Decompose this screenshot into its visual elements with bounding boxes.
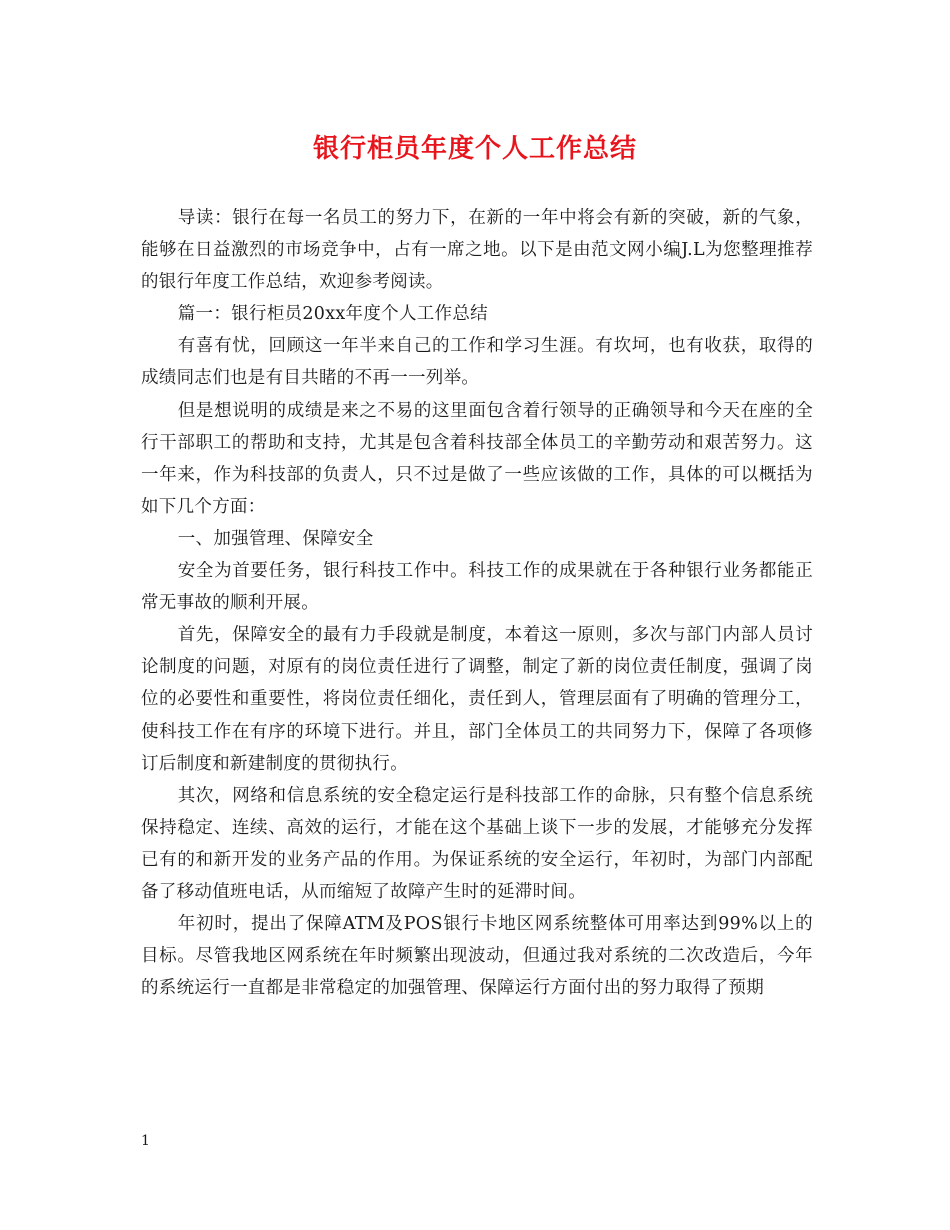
paragraph: 有喜有忧，回顾这一年半来自己的工作和学习生涯。有坎坷，也有收获，取得的成绩同志们也是有目共睹的不再一一列举。 [141, 336, 813, 389]
paragraph-section-heading: 篇一：银行柜员20xx年度个人工作总结 [177, 304, 488, 325]
document-body [141, 202, 813, 1004]
paragraph: 安全为首要任务，银行科技工作中。科技工作的成果就在于各种银行业务都能正常无事故的顺利开展。 [141, 561, 813, 614]
document-title: 银行柜员年度个人工作总结 [312, 134, 637, 164]
paragraph-intro: 导读：银行在每一名员工的努力下，在新的一年中将会有新的突破，新的气象，能够在日益激烈的市场竞争中，占有一席之地。以下是由范文网小编J.L为您整理推荐的银行年度工作总结，欢迎参考阅读。 [141, 208, 813, 293]
paragraph: 但是想说明的成绩是来之不易的这里面包含着行领导的正确领导和今天在座的全行干部职工的帮助和支持，尤其是包含着科技部全体员工的辛勤劳动和艰苦努力。这一年来，作为科技部的负责人，只不过是做了一些应该做的工作，具体的可以概括为如下几个方面： [141, 400, 813, 517]
paragraph: 年初时，提出了保障ATM及POS银行卡地区网系统整体可用率达到99%以上的目标。尽管我地区网系统在年时频繁出现波动，但通过我对系统的二次改造后，今年的系统运行一直都是非常稳定的加强管理、保障运行方面付出的努力取得了预期 [141, 914, 813, 999]
paragraph-subheading: 一、加强管理、保障安全 [177, 528, 374, 549]
paragraph: 首先，保障安全的最有力手段就是制度，本着这一原则，多次与部门内部人员讨论制度的问题，对原有的岗位责任进行了调整，制定了新的岗位责任制度，强调了岗位的必要性和重要性，将岗位责任细化，责任到人，管理层面有了明确的管理分工，使科技工作在有序的环境下进行。并且，部门全体员工的共同努力下，保障了各项修订后制度和新建制度的贯彻执行。 [141, 625, 813, 774]
page-number: 1 [141, 1133, 150, 1149]
paragraph: 其次，网络和信息系统的安全稳定运行是科技部工作的命脉，只有整个信息系统保持稳定、连续、高效的运行，才能在这个基础上谈下一步的发展，才能够充分发挥已有的和新开发的业务产品的作用。为保证系统的安全运行，年初时，为部门内部配备了移动值班电话，从而缩短了故障产生时的延滞时间。 [141, 785, 813, 902]
